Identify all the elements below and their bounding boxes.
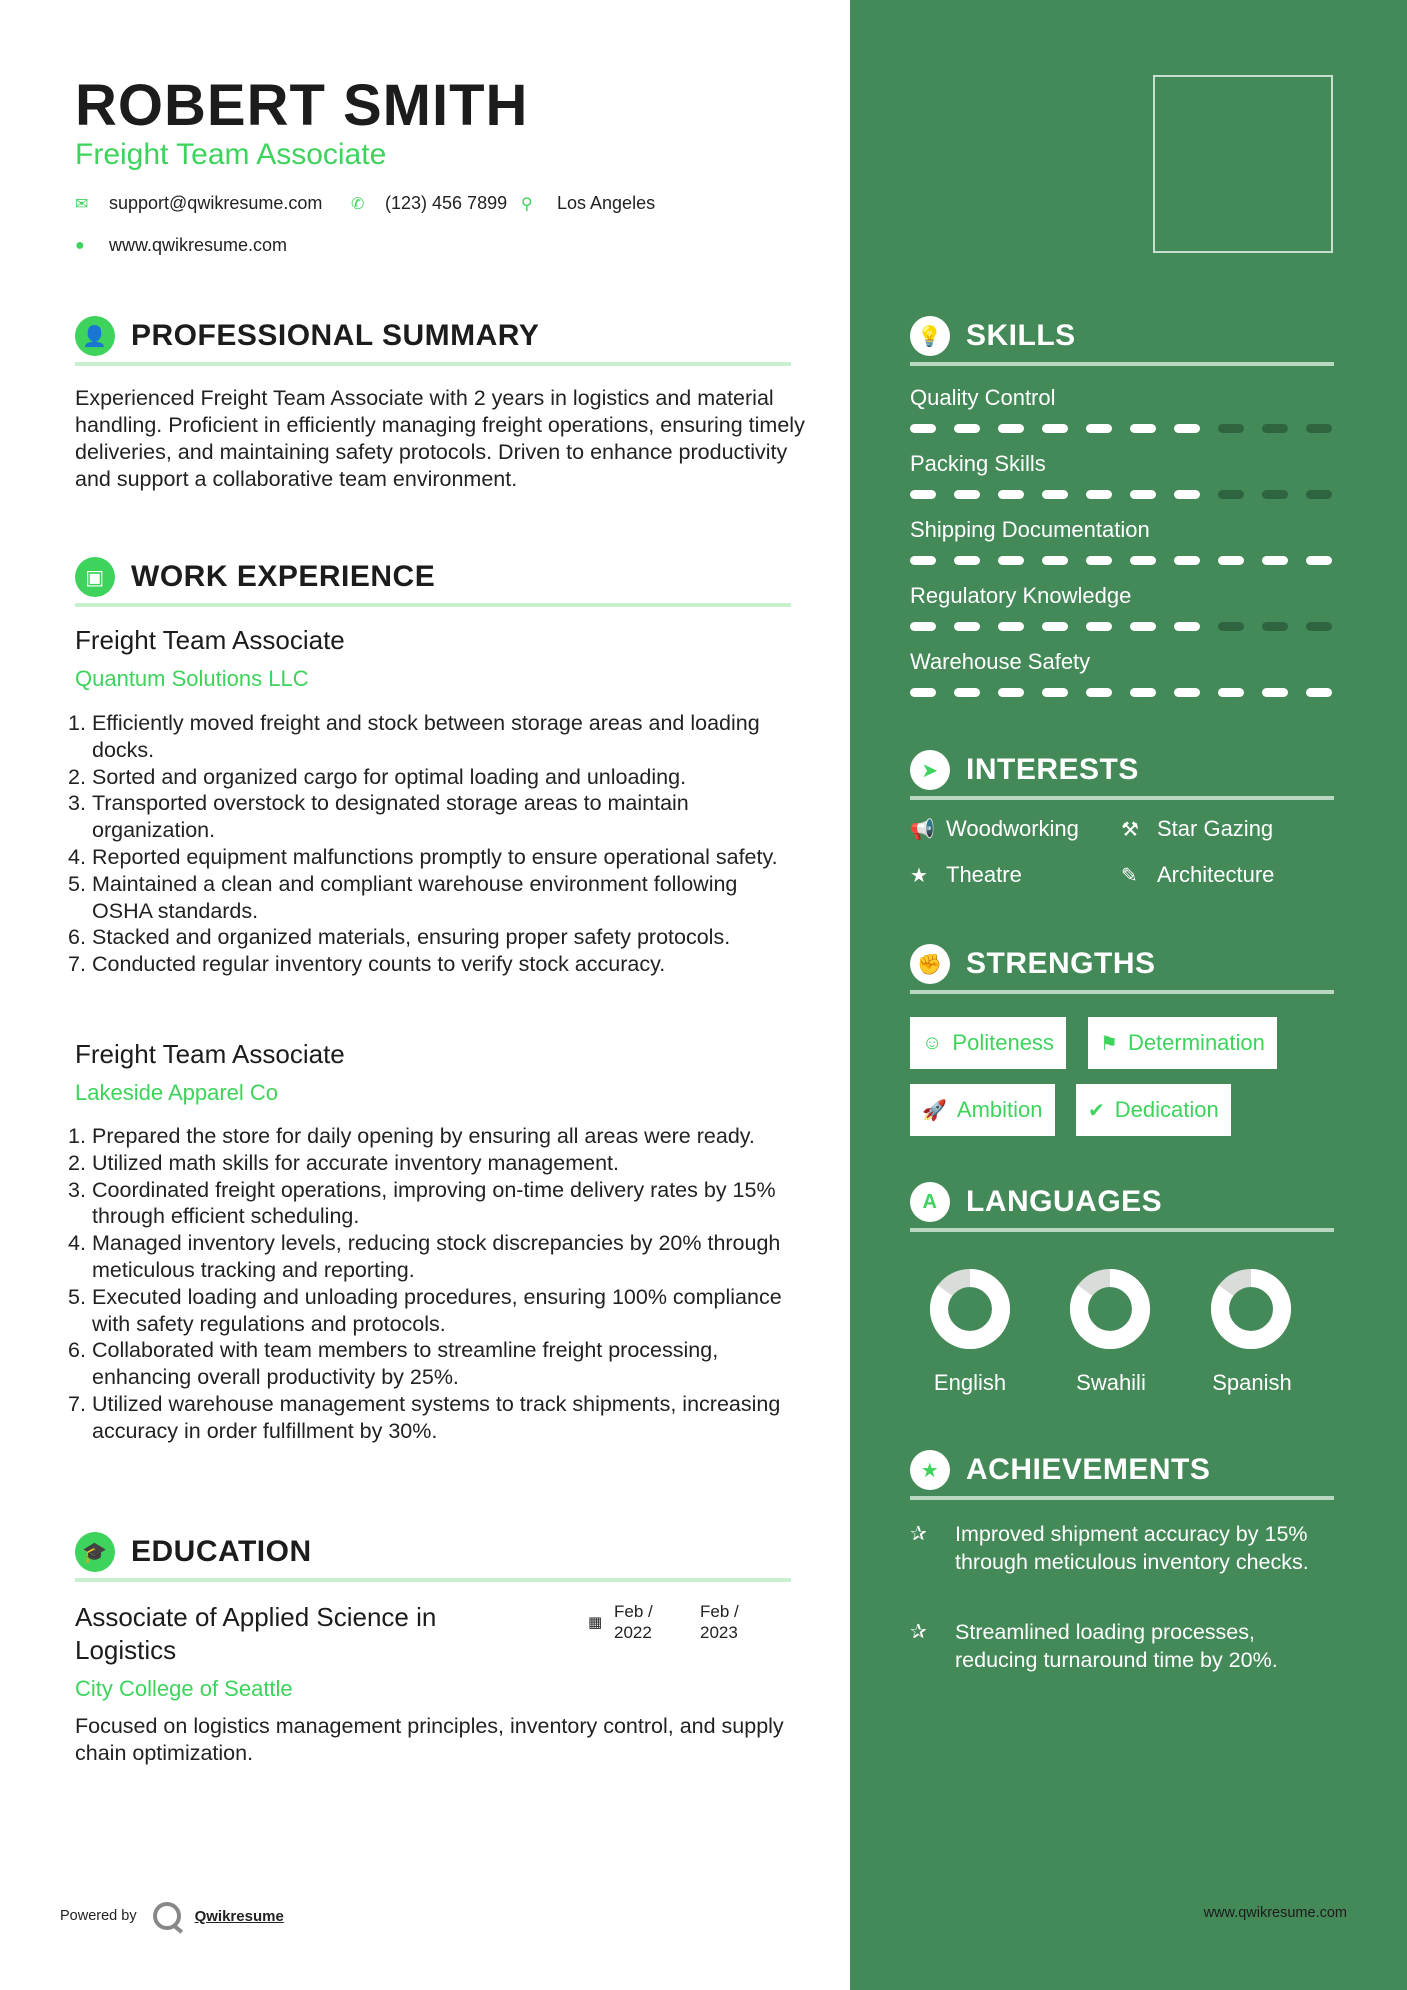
skill-level-dash [1086,556,1112,565]
achievement-item: ✰ Streamlined loading processes, reducing turnaround time by 20%. [910,1620,1278,1672]
skill-level-dash [998,424,1024,433]
divider [910,1496,1334,1500]
skill-level-dash [1042,424,1068,433]
skill-name: Packing Skills [910,451,1046,476]
briefcase-icon: ▣ [75,557,115,597]
qwikresume-link[interactable]: Qwikresume [194,1907,284,1925]
list-item: Collaborated with team members to streamline freight processing, enhancing overall productivity by 25%. [92,1338,719,1390]
list-item: Managed inventory levels, reducing stock discrepancies by 20% through meticulous tracking and reporting. [92,1231,781,1282]
skill-level-dash [1130,490,1156,499]
skill-level-dash [1042,622,1068,631]
divider [75,362,791,366]
sidebar [850,0,1407,1990]
contact-website[interactable]: ● www.qwikresume.com [75,235,288,255]
skill-level-dash [1262,490,1288,499]
powered-by: Powered by Qwikresume [60,1902,284,1930]
skill-level-dash [1262,556,1288,565]
divider [910,796,1334,800]
skill-level-dash [1218,490,1244,499]
skill-level-dash [1174,490,1200,499]
divider [910,1228,1334,1232]
skill-level-dash [1218,424,1244,433]
bullhorn-icon: 📢 [910,818,935,841]
skill-level-dash [1086,490,1112,499]
list-item: Executed loading and unloading procedures, ensuring 100% compliance with safety regulations and protocols. [92,1284,782,1336]
strength-chip: ⚑ Determination [1088,1017,1277,1069]
skill-level-dash [954,622,980,631]
skill-meter [910,622,1332,631]
job-company: Quantum Solutions LLC [75,666,309,691]
list-item: Reported equipment malfunctions promptly to ensure operational safety. [92,844,778,869]
skill-level-dash [1042,688,1068,697]
candidate-role: Freight Team Associate [75,138,387,171]
rocket-icon: 🚀 [922,1099,947,1122]
contact-email[interactable]: ✉ support@qwikresume.com [75,193,323,213]
section-title-languages: A LANGUAGES [910,1182,1162,1222]
interest-item: ★ Theatre [910,862,1022,887]
star-icon: ★ [910,864,928,887]
calendar-icon: ▦ [588,1614,603,1631]
user-icon: 👤 [75,316,115,356]
list-item: Transported overstock to designated storage areas to maintain organization. [92,791,689,843]
qwikresume-logo-icon [153,1902,181,1930]
ruler-icon: ✎ [1121,864,1138,887]
skill-name: Shipping Documentation [910,517,1150,542]
section-title-strengths: ✊ STRENGTHS [910,944,1156,984]
skill-name: Quality Control [910,385,1056,410]
flag-icon: ⚑ [1100,1032,1118,1055]
skill-level-dash [1086,622,1112,631]
footer-website[interactable]: www.qwikresume.com [1203,1905,1347,1921]
edu-end: Feb / 2023 [700,1602,739,1642]
interest-item: ⚒ Star Gazing [1121,816,1274,841]
skill-level-dash [998,556,1024,565]
language-name: Spanish [1212,1370,1292,1395]
list-item: Coordinated freight operations, improving on-time delivery rates by 15% through efficient scheduling. [92,1177,776,1229]
contact-location: ⚲ Los Angeles [521,193,656,213]
candidate-name: ROBERT SMITH [75,73,529,138]
skill-level-dash [998,490,1024,499]
strength-chip: 🚀 Ambition [910,1084,1055,1136]
list-item: Conducted regular inventory counts to verify stock accuracy. [92,952,666,977]
phone-icon: ✆ [351,195,365,213]
skill-level-dash [1306,688,1332,697]
skill-level-dash [1130,424,1156,433]
skill-meter [910,424,1332,433]
skill-name: Warehouse Safety [910,649,1091,674]
job-title: Freight Team Associate [75,1039,345,1069]
globe-icon: ● [75,236,85,254]
gavel-icon: ⚒ [1121,818,1139,841]
edu-description: Focused on logistics management principles, inventory control, and supply chain optimization. [75,1714,784,1765]
skill-level-dash [1262,622,1288,631]
language-proficiency-ring [929,1268,1011,1350]
list-item: Prepared the store for daily opening by ensuring all areas were ready. [92,1124,755,1148]
skill-level-dash [954,490,980,499]
skill-level-dash [1086,688,1112,697]
skill-level-dash [1218,622,1244,631]
fist-icon: ✊ [910,944,950,984]
skill-level-dash [1218,556,1244,565]
skill-level-dash [1262,424,1288,433]
profile-photo-placeholder [1153,75,1333,253]
language-icon: A [910,1182,950,1222]
skill-level-dash [1174,556,1200,565]
envelope-icon: ✉ [75,195,89,213]
skill-level-dash [1306,490,1332,499]
skill-level-dash [1130,688,1156,697]
list-item: Utilized math skills for accurate inventory management. [92,1150,619,1175]
list-item: Sorted and organized cargo for optimal loading and unloading. [92,764,687,789]
list-item: Utilized warehouse management systems to track shipments, increasing accuracy in order fulfillment by 30%. [92,1391,781,1443]
star-icon: ✰ [910,1621,927,1643]
skill-meter [910,688,1332,697]
language-proficiency-ring [1069,1268,1151,1350]
strength-chip: ✔ Dedication [1076,1084,1231,1136]
map-marker-icon: ⚲ [521,195,533,213]
skill-level-dash [910,556,936,565]
list-item: Stacked and organized materials, ensuring proper safety protocols. [92,925,731,950]
contact-phone[interactable]: ✆ (123) 456 7899 [351,193,508,213]
job-company: Lakeside Apparel Co [75,1080,279,1105]
skill-name: Regulatory Knowledge [910,583,1132,608]
skill-meter [910,556,1332,565]
degree-title: Associate of Applied Science in Logistics [75,1602,437,1665]
skill-level-dash [954,424,980,433]
skill-level-dash [1306,622,1332,631]
school-name: City College of Seattle [75,1676,293,1701]
language-name: English [933,1370,1007,1395]
section-title-summary: 👤 PROFESSIONAL SUMMARY [75,316,539,356]
check-circle-icon: ✔ [1088,1099,1105,1122]
skill-level-dash [1218,688,1244,697]
award-star-icon: ★ [910,1450,950,1490]
edu-start: Feb / 2022 [614,1602,653,1642]
language-proficiency-ring [1210,1268,1292,1350]
section-title-achievements: ★ ACHIEVEMENTS [910,1450,1210,1490]
skill-level-dash [910,424,936,433]
skill-level-dash [910,622,936,631]
job-duties [68,1123,803,1445]
list-item: Maintained a clean and compliant warehouse environment following OSHA standards. [92,871,738,923]
list-item: Efficiently moved freight and stock between storage areas and loading docks. [92,711,760,762]
skill-level-dash [1174,424,1200,433]
skill-level-dash [910,688,936,697]
paper-plane-icon: ➤ [910,750,950,790]
divider [910,362,1334,366]
skill-level-dash [1306,424,1332,433]
skill-level-dash [954,688,980,697]
skill-level-dash [910,490,936,499]
summary-text: Experienced Freight Team Associate with 2 years in logistics and material handling. Proficient in efficiently managing freight operations, ensuring timely deliveries, and maintaining safety protocols. Driven to enhance productivity and support a collaborative team environment. [75,386,805,491]
achievement-item: ✰ Improved shipment accuracy by 15% through meticulous inventory checks. [910,1522,1309,1574]
skill-level-dash [1042,556,1068,565]
skill-level-dash [1174,622,1200,631]
section-title-education: 🎓 EDUCATION [75,1532,312,1572]
skill-level-dash [998,622,1024,631]
divider [75,1578,791,1582]
language-name: Swahili [1076,1370,1146,1395]
skill-level-dash [1262,688,1288,697]
strength-chip: ☺ Politeness [910,1017,1066,1069]
section-title-experience: ▣ WORK EXPERIENCE [75,557,435,597]
star-icon: ✰ [910,1523,927,1545]
skill-level-dash [1130,556,1156,565]
skill-level-dash [954,556,980,565]
skill-level-dash [998,688,1024,697]
job-duties [68,710,803,978]
job-title: Freight Team Associate [75,625,345,655]
divider [75,603,791,607]
graduation-icon: 🎓 [75,1532,115,1572]
skill-level-dash [1174,688,1200,697]
interest-item: ✎ Architecture [1121,862,1275,887]
section-title-skills: 💡 SKILLS [910,316,1076,356]
smile-icon: ☺ [922,1031,943,1054]
skill-level-dash [1042,490,1068,499]
skill-level-dash [1306,556,1332,565]
skill-level-dash [1130,622,1156,631]
skill-meter [910,490,1332,499]
lightbulb-icon: 💡 [910,316,950,356]
interest-item: 📢 Woodworking [910,816,1079,841]
divider [910,990,1334,994]
skill-level-dash [1086,424,1112,433]
section-title-interests: ➤ INTERESTS [910,750,1139,790]
